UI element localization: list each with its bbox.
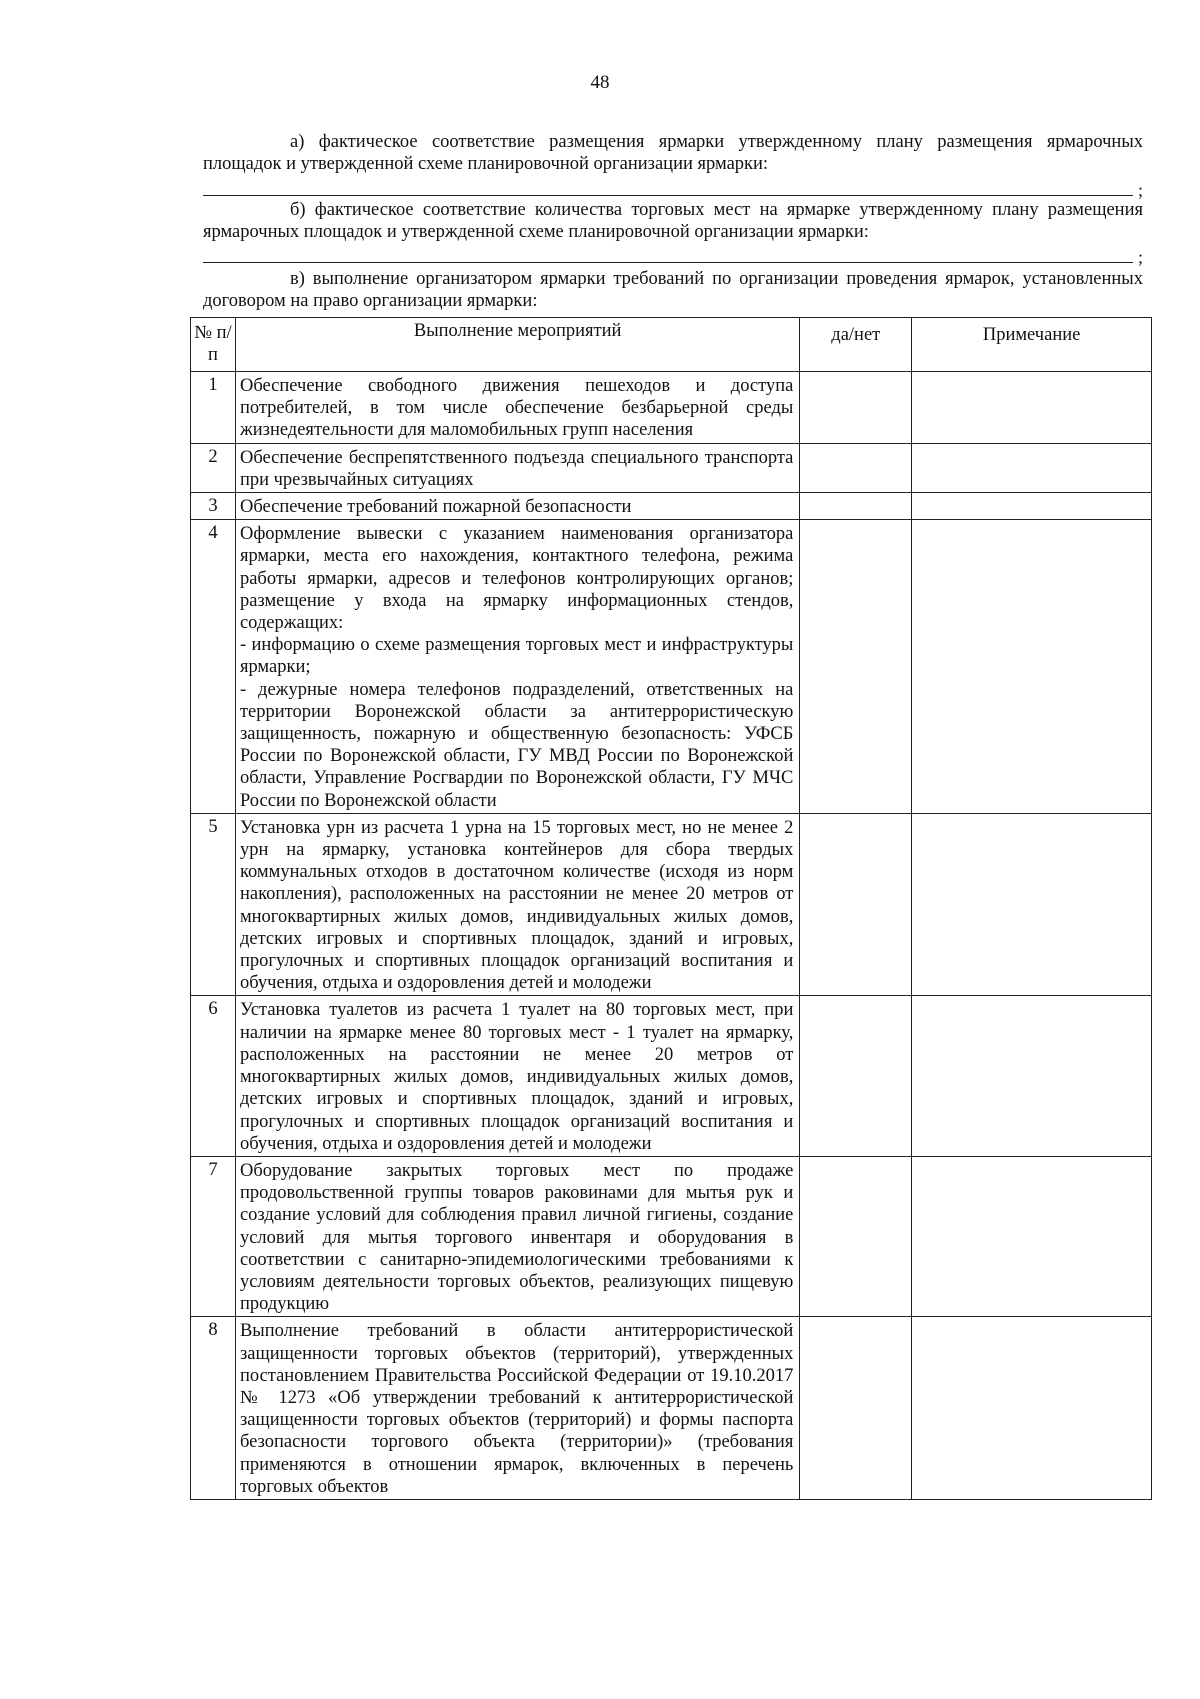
table-row <box>191 520 1152 814</box>
row-task: Выполнение требований в области антитеррористической защищенности торговых объектов (территорий), утвержденных постановлением Правительства Российской Федерации от 19.10.2017 № 1273 «Об утверждении требований к антитеррористической защищенности торговых объектов (территорий) и формы паспорта безопасности торгового объекта (территории)» (требования применяются в отношении ярмарок, включенных в перечень торговых объектов <box>235 1317 799 1500</box>
row-note-cell[interactable] <box>912 1156 1152 1316</box>
row-note-cell[interactable] <box>912 520 1152 814</box>
paragraph-a-text: а) фактическое соответствие размещения ярмарки утвержденному плану размещения ярмарочных площадок и утвержденной схеме планировочной организации ярмарки: <box>203 132 1143 174</box>
row-task: Оформление вывески с указанием наименования организатора ярмарки, места его нахождения, контактного телефона, режима работы ярмарки, адресов и телефонов контролирующих органов; размещение у входа на ярмарку информационных стендов, содержащих: - информацию о схеме размещения торговых мест и инфраструктуры ярмарки; - дежурные номера телефонов подразделений, ответственных на территории Воронежской области за антитеррористическую защищенность, пожарную и общественную безопасность: УФСБ России по Воронежской области, ГУ МВД России по Воронежской области, Управление Росгвардии по Воронежской области, ГУ МЧС России по Воронежской области <box>235 520 799 814</box>
fill-line-a <box>203 195 1133 196</box>
table-row <box>191 1317 1152 1500</box>
table-header-row <box>191 318 1152 372</box>
row-number: 8 <box>191 1317 236 1500</box>
row-yes-no-cell[interactable] <box>800 1317 912 1500</box>
header-yes-no: да/нет <box>800 318 912 372</box>
row-note-cell[interactable] <box>912 1317 1152 1500</box>
row-yes-no-cell[interactable] <box>800 443 912 492</box>
row-task: Обеспечение свободного движения пешеходов и доступа потребителей, в том числе обеспечение безбарьерной среды жизнедеятельности для маломобильных групп населения <box>235 372 799 444</box>
table-row <box>191 372 1152 444</box>
row-task: Обеспечение требований пожарной безопасности <box>235 493 799 520</box>
row-note-cell[interactable] <box>912 996 1152 1156</box>
row-yes-no-cell[interactable] <box>800 493 912 520</box>
row-number: 4 <box>191 520 236 814</box>
row-task: Установка урн из расчета 1 урна на 15 торговых мест, но не менее 2 урн на ярмарку, установка контейнеров для сбора твердых коммунальных отходов в достаточном количестве (исходя из норм накопления), расположенных на расстоянии не менее 20 метров от многоквартирных жилых домов, индивидуальных жилых домов, детских игровых и спортивных площадок, зданий и игровых, прогулочных и спортивных площадок организаций воспитания и обучения, отдыха и оздоровления детей и молодежи <box>235 813 799 996</box>
row-note-cell[interactable] <box>912 443 1152 492</box>
row-yes-no-cell[interactable] <box>800 520 912 814</box>
semicolon-a: ; <box>1138 180 1144 200</box>
semicolon-b: ; <box>1138 247 1144 267</box>
row-number: 6 <box>191 996 236 1156</box>
requirements-table <box>190 317 1152 1500</box>
header-task: Выполнение мероприятий <box>235 318 799 372</box>
row-number: 2 <box>191 443 236 492</box>
row-note-cell[interactable] <box>912 493 1152 520</box>
header-note: Примечание <box>912 318 1152 372</box>
header-number: № п/п <box>191 318 236 372</box>
paragraph-b <box>203 199 1143 243</box>
paragraph-a <box>203 131 1143 175</box>
row-task: Оборудование закрытых торговых мест по продаже продовольственной группы товаров раковинами для мытья рук и создание условий для соблюдения правил личной гигиены, создание условий для мытья торгового инвентаря и оборудования в соответствии с санитарно-эпидемиологическими требованиями к условиям деятельности торговых объектов, реализующих пищевую продукцию <box>235 1156 799 1316</box>
table-row <box>191 443 1152 492</box>
row-number: 3 <box>191 493 236 520</box>
table-row <box>191 493 1152 520</box>
row-task: Установка туалетов из расчета 1 туалет на 80 торговых мест, при наличии на ярмарке менее 80 торговых мест - 1 туалет на ярмарку, расположенных на расстоянии не менее 20 метров от многоквартирных жилых домов, индивидуальных жилых домов, детских игровых и спортивных площадок, зданий и игровых, прогулочных и спортивных площадок организаций воспитания и обучения, отдыха и оздоровления детей и молодежи <box>235 996 799 1156</box>
table-row <box>191 1156 1152 1316</box>
row-number: 5 <box>191 813 236 996</box>
row-note-cell[interactable] <box>912 372 1152 444</box>
table-row <box>191 996 1152 1156</box>
page-number: 48 <box>590 72 610 93</box>
row-number: 1 <box>191 372 236 444</box>
row-yes-no-cell[interactable] <box>800 813 912 996</box>
row-number: 7 <box>191 1156 236 1316</box>
row-yes-no-cell[interactable] <box>800 372 912 444</box>
paragraph-v <box>203 268 1143 312</box>
paragraph-b-text: б) фактическое соответствие количества торговых мест на ярмарке утвержденному плану размещения ярмарочных площадок и утвержденной схеме планировочной организации ярмарки: <box>203 200 1143 242</box>
paragraph-v-text: в) выполнение организатором ярмарки требований по организации проведения ярмарок, установленных договором на право организации ярмарки: <box>203 269 1143 311</box>
row-note-cell[interactable] <box>912 813 1152 996</box>
row-yes-no-cell[interactable] <box>800 1156 912 1316</box>
row-yes-no-cell[interactable] <box>800 996 912 1156</box>
table-row <box>191 813 1152 996</box>
fill-line-b <box>203 262 1133 263</box>
row-task: Обеспечение беспрепятственного подъезда специального транспорта при чрезвычайных ситуациях <box>235 443 799 492</box>
